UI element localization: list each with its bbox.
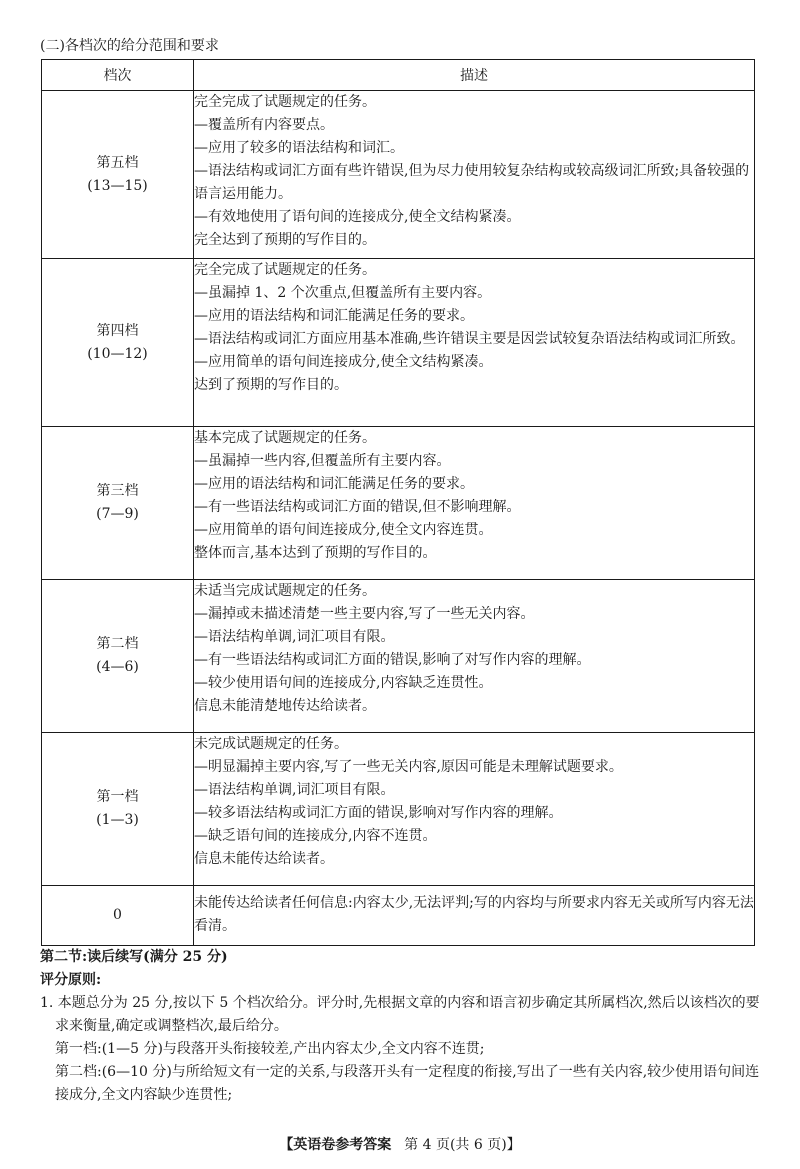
description-line: —漏掉或未描述清楚一些主要内容,写了一些无关内容。 (194, 606, 535, 622)
tier-2-text: 第二档:(6—10 分)与所给短文有一定的关系,与段落开头有一定程度的衔接,写出了一些有关内容,较少使用语句间连接成分,全文内容缺少连贯性; (55, 1064, 760, 1103)
description-line: —应用的语法结构和词汇能满足任务的要求。 (194, 476, 474, 492)
description-line: —有一些语法结构或词汇方面的错误,但不影响理解。 (194, 499, 521, 515)
description-cell (194, 733, 755, 886)
grading-table (41, 59, 755, 946)
description-cell (194, 427, 755, 580)
table-row (42, 427, 755, 580)
level-cell (42, 427, 194, 580)
section-2 (40, 946, 760, 1107)
description-line: —语法结构或词汇方面应用基本准确,些许错误主要是因尝试较复杂语法结构或词汇所致。 (194, 331, 745, 347)
level-cell (42, 886, 194, 946)
footer-page-number: 第 4 页(共 6 页)】 (404, 1137, 521, 1153)
description-line: 整体而言,基本达到了预期的写作目的。 (194, 545, 437, 561)
table-row (42, 733, 755, 886)
description-cell (194, 91, 755, 259)
description-line: —较少使用语句间的连接成分,内容缺乏连贯性。 (194, 675, 493, 691)
description-line: —应用简单的语句间连接成分,使全文结构紧凑。 (194, 354, 493, 370)
level-cell (42, 259, 194, 427)
description-line: —覆盖所有内容要点。 (194, 117, 334, 133)
table-row (42, 886, 755, 946)
footer-label: 【英语卷参考答案 (279, 1137, 392, 1153)
level-name: 第二档 (96, 636, 139, 652)
description-line: 完全完成了试题规定的任务。 (194, 94, 376, 110)
description-line: —缺乏语句间的连接成分,内容不连贯。 (194, 828, 437, 844)
description-line: —虽漏掉 1、2 个次重点,但覆盖所有主要内容。 (194, 285, 492, 301)
tier-1-text: 第一档:(1—5 分)与段落开头衔接较差,产出内容太少,全文内容不连贯; (55, 1041, 485, 1057)
description-cell (194, 259, 755, 427)
description-line: —有一些语法结构或词汇方面的错误,影响了对写作内容的理解。 (194, 652, 591, 668)
description-line: —应用简单的语句间连接成分,使全文内容连贯。 (194, 522, 493, 538)
level-name: 0 (113, 907, 122, 923)
description-line: 未适当完成试题规定的任务。 (194, 583, 376, 599)
description-line: —较多语法结构或词汇方面的错误,影响对写作内容的理解。 (194, 805, 563, 821)
description-line: —虽漏掉一些内容,但覆盖所有主要内容。 (194, 453, 451, 469)
level-name: 第四档 (96, 322, 139, 339)
description-line: —语法结构或词汇方面有些许错误,但为尽力使用较复杂结构或较高级词汇所致;具备较强的语言运用能力。 (194, 163, 750, 202)
header-level: 档次 (42, 60, 194, 91)
description-line: —明显漏掉主要内容,写了一些无关内容,原因可能是未理解试题要求。 (194, 759, 623, 775)
description-line: 完全达到了预期的写作目的。 (194, 232, 376, 248)
level-range: (10—12) (87, 345, 148, 362)
principle-item-1: 1. 本题总分为 25 分,按以下 5 个档次给分。评分时,先根据文章的内容和语言初步确定其所属档次,然后以该档次的要求来衡量,确定或调整档次,最后给分。 (40, 995, 760, 1034)
section-heading: (二)各档次的给分范围和要求 (40, 38, 219, 54)
table-row (42, 580, 755, 733)
principles-title: 评分原则: (40, 972, 102, 988)
table-header-row (42, 60, 755, 91)
description-line: —应用了较多的语法结构和词汇。 (194, 140, 404, 156)
description-cell (194, 580, 755, 733)
level-range: (1—3) (96, 812, 139, 828)
table-row (42, 259, 755, 427)
description-line: 完全完成了试题规定的任务。 (194, 262, 376, 278)
description-line: —语法结构单调,词汇项目有限。 (194, 782, 395, 798)
level-range: (4—6) (96, 659, 139, 675)
header-description: 描述 (194, 60, 755, 91)
description-line: —应用的语法结构和词汇能满足任务的要求。 (194, 308, 474, 324)
description-line: 信息未能传达给读者。 (194, 851, 334, 867)
description-line: —语法结构单调,词汇项目有限。 (194, 629, 395, 645)
description-line: —有效地使用了语句间的连接成分,使全文结构紧凑。 (194, 209, 521, 225)
level-cell (42, 733, 194, 886)
level-name: 第一档 (96, 789, 139, 805)
description-line: 达到了预期的写作目的。 (194, 377, 348, 393)
description-line: 信息未能清楚地传达给读者。 (194, 698, 376, 714)
section-2-title: 第二节:读后续写(满分 25 分) (40, 949, 228, 965)
level-cell (42, 91, 194, 259)
page-footer (0, 1134, 800, 1154)
description-line: 未能传达给读者任何信息:内容太少,无法评判;写的内容均与所要求内容无关或所写内容无法看清。 (194, 895, 754, 934)
table-row (42, 91, 755, 259)
level-cell (42, 580, 194, 733)
level-range: (7—9) (96, 506, 139, 522)
level-name: 第三档 (96, 483, 139, 499)
description-line: 未完成试题规定的任务。 (194, 736, 348, 752)
level-range: (13—15) (87, 177, 148, 194)
description-cell (194, 886, 755, 946)
description-line: 基本完成了试题规定的任务。 (194, 430, 376, 446)
level-name: 第五档 (96, 154, 139, 171)
